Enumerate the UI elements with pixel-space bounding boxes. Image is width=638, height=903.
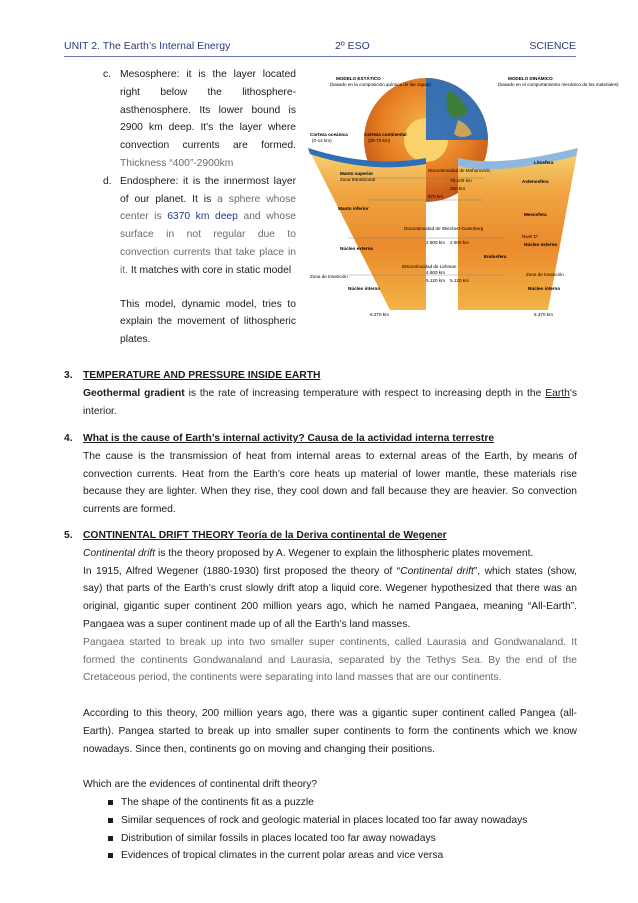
section-4-title: What is the cause of Earth’s internal activity? Causa de la actividad interna terrestre — [83, 433, 495, 444]
evidences-question: Which are the evidences of continental drift theory? — [83, 779, 318, 791]
earth-link[interactable]: Earth — [545, 387, 570, 399]
wegener-paragraph-term: Continental drift — [400, 565, 474, 577]
page-header — [64, 40, 576, 57]
section-3 — [64, 367, 577, 420]
list-item: The shape of the continents fit as a puzzle — [83, 794, 577, 812]
pangaea-paragraph: Pangaea started to break up into two smaller super continents, called Laurasia and Gondwanaland. It formed the continents Gondwanaland and Laurasia, separated by the Tethys Sea. By the end of the Cretaceous period, the continents were separating into land masses that are our continents. — [83, 636, 577, 684]
list-item: Similar sequences of rock and geologic material in places located too far away nowadays — [83, 812, 577, 830]
label-disc-mohorovicic: Discontinuidad de Mohorovicic — [428, 168, 491, 173]
section-5-body — [83, 545, 577, 794]
label-nivel-d: Nivel D" — [522, 234, 539, 239]
section-3-number: 3. — [64, 370, 73, 381]
label-litosfera: Litosfera — [534, 160, 554, 165]
section-4-number: 4. — [64, 433, 73, 444]
mesosphere-thickness: Thickness “400”-2900km — [120, 157, 234, 169]
endosphere-text-1: it is the innermost layer of our planet. It is — [120, 175, 296, 205]
wegener-paragraph-b: ”, which states (show, say) that parts of the Earth’s crust slowly drift atop a liquid core. Wegener hypothesized that there was an original, gigantic super continent 200 million years ago, which he named Pangaea, meaning “All-Earth”. Pangaea was a super continent made up of all the Earth’s land masses. — [83, 565, 577, 630]
mesosphere-title: Mesosphere: — [120, 69, 180, 80]
geothermal-gradient-term: Geothermal gradient — [83, 387, 185, 399]
layer-mesosphere — [100, 66, 296, 173]
header-unit: UNIT 2. The Earth’s Internal Energy — [64, 40, 231, 52]
wegener-paragraph — [83, 563, 577, 634]
label-manto-inferior: Manto inferior — [338, 206, 369, 211]
label-zona-transicion: Zona de transición — [310, 274, 348, 279]
header-subject: SCIENCE — [529, 40, 576, 52]
continental-drift-term: Continental drift — [83, 547, 156, 559]
section-3-body — [83, 385, 577, 421]
label-nucleo-externo: Núcleo externo — [340, 246, 374, 251]
list-item: Evidences of tropical climates in the current polar areas and vice versa — [83, 847, 577, 865]
static-model-subtitle: (basado en la composición química de las capas) — [330, 82, 431, 87]
list-marker-d: d. — [103, 175, 112, 187]
endosphere-title: Endosphere: — [120, 175, 179, 187]
wegener-paragraph-a: In 1915, Alfred Wegener (1880-1930) first proposed the theory of “ — [83, 565, 401, 577]
dynamic-model-note: This model, dynamic model, tries to explain the movement of lithospheric plates. — [120, 298, 296, 346]
label-corteza-continental-range: (25-70 km) — [368, 138, 391, 143]
depth-4900: 4.900 km — [426, 270, 445, 275]
section-5-number: 5. — [64, 530, 73, 541]
label-corteza-continental: Corteza continental — [364, 132, 407, 137]
section-5 — [64, 527, 577, 865]
section-5-title: CONTINENTAL DRIFT THEORY Teoría de la Deriva continental de Wegener — [83, 530, 447, 541]
depth-6370-b: 6.370 km — [534, 312, 553, 317]
layer-endosphere — [100, 173, 296, 280]
label-zona-transicional: Zona transicional — [340, 177, 375, 182]
depth-670: 670 km — [428, 194, 444, 199]
depth-75-100: 75-100 km — [450, 178, 472, 183]
geothermal-gradient-text: is the rate of increasing temperature with respect to increasing depth in the — [188, 387, 542, 399]
geothermal-gradient-tail: 's interior. — [83, 387, 577, 417]
evidences-list — [83, 794, 577, 865]
label-manto-superior: Manto superior — [340, 171, 374, 176]
earth-layers-figure — [308, 70, 619, 320]
layers-column — [100, 66, 296, 349]
theory-paragraph: According to this theory, 200 million years ago, there was a gigantic super continent called Pangea (all-Earth). Pangea started to break up into smaller super continents to form the continents which we know nowadays. Since then, continents go on moving and changing their positions. — [83, 707, 577, 755]
depth-6370-a: 6.370 km — [370, 312, 389, 317]
label-endosfera: Endosfera — [484, 254, 507, 259]
label-disc-wiechert: Discontinuidad de Wiechert-Gutenberg — [404, 226, 484, 231]
label-nucleo-interno: Núcleo interno — [348, 286, 381, 291]
endosphere-text-4: It matches with core in static model — [130, 264, 292, 276]
label-corteza-oceanica-range: (0-12 km) — [312, 138, 332, 143]
depth-2900-a: 2.900 km — [426, 240, 445, 245]
list-item: Distribution of similar fossils in places located too far away nowadays — [83, 830, 577, 848]
section-4 — [64, 430, 577, 519]
static-model-title: MODELO ESTÁTICO — [336, 76, 381, 81]
mesosphere-text: it is the layer located right below the lithosphere-asthenosphere. Its lower bound is 2900 km deep. It's the layer where convection currents are formed. — [120, 69, 296, 152]
depth-5120-a: 5.120 km — [426, 278, 445, 283]
label-nucleo-externo-right: Núcleo externo — [524, 242, 558, 247]
dynamic-model-title: MODELO DINÁMICO — [508, 76, 553, 81]
dynamic-model-subtitle: (basado en el comportamiento mecánico de los materiales) — [498, 82, 619, 87]
endosphere-text-3: and whose surface in not regular due to convection currents that take place in it. — [120, 211, 296, 276]
header-course: 2º ESO — [335, 40, 370, 52]
endosphere-depth: 6370 km deep — [167, 211, 238, 223]
label-mesosfera: Mesosfera — [524, 212, 547, 217]
depth-250: 250 km — [450, 186, 466, 191]
section-4-body: The cause is the transmission of heat from internal areas to external areas of the Earth, by means of convection currents. Heat from the Earth’s core heats up material of lower mantle, these materials rise because they are lighter. When they rise, they cool down and fall because they are heavier. So convection currents are formed. — [83, 450, 577, 516]
depth-2900-b: 2.900 km — [450, 240, 469, 245]
label-corteza-oceanica: Corteza oceánica — [310, 132, 348, 137]
label-astenosfera: Astenosfera — [522, 179, 549, 184]
continental-drift-definition-text: is the theory proposed by A. Wegener to explain the lithospheric plates movement. — [158, 547, 534, 559]
section-3-title: TEMPERATURE AND PRESSURE INSIDE EARTH — [83, 370, 321, 381]
list-marker-c: c. — [103, 69, 112, 80]
continental-drift-definition — [83, 545, 577, 563]
label-zona-transicion-right: Zona de transición — [526, 272, 564, 277]
label-disc-lehman: Discontinuidad de Lehman — [402, 264, 457, 269]
depth-5120-b: 5.120 km — [450, 278, 469, 283]
label-nucleo-interno-right: Núcleo interno — [528, 286, 561, 291]
endosphere-text-2: a sphere whose center is — [120, 193, 296, 223]
